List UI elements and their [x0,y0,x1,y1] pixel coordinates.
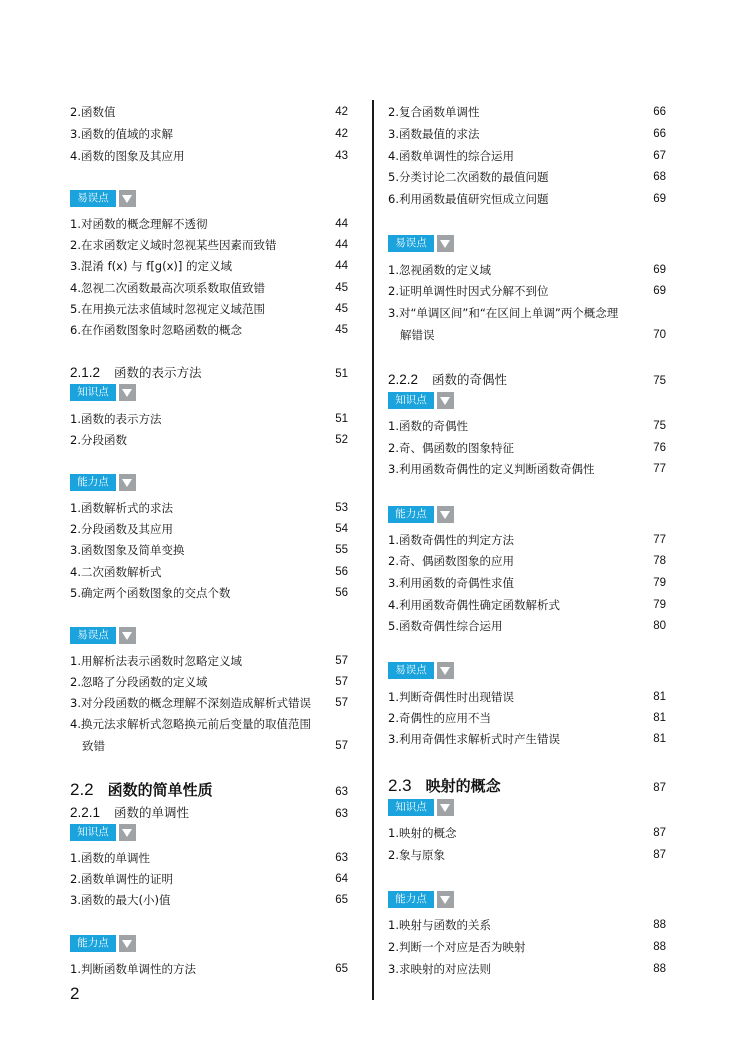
toc-entry-line[interactable]: 3.对“单调区间”和“在区间上单调”两个概念理 [388,306,619,320]
toc-entry[interactable]: 3.利用奇偶性求解析式时产生错误 81 [388,732,666,746]
section-heading[interactable]: 2.2.1 函数的单调性 63 [70,805,348,820]
chevron-down-icon [437,235,454,252]
category-badge: 知识点 [70,824,136,841]
chevron-down-icon [437,506,454,523]
toc-entry[interactable]: 5.在用换元法求值域时忽视定义域范围 45 [70,302,348,316]
toc-entry[interactable]: 3.利用函数的奇偶性求值 79 [388,576,666,590]
toc-entry[interactable]: 2.象与原象 87 [388,848,666,862]
toc-entry[interactable]: 1.判断奇偶性时出现错误 81 [388,690,666,704]
page-number: 2 [70,984,80,1003]
category-badge: 知识点 [70,384,136,401]
chevron-down-icon [437,891,454,908]
chapter-heading[interactable]: 2.3 映射的概念 87 [388,776,666,795]
chevron-down-icon [437,799,454,816]
toc-entry[interactable]: 6.在作函数图象时忽略函数的概念 45 [70,323,348,337]
toc-entry[interactable]: 5.分类讨论二次函数的最值问题 68 [388,170,666,184]
category-badge: 能力点 [70,935,136,952]
chapter-heading[interactable]: 2.2 函数的简单性质 63 [70,780,348,799]
toc-entry[interactable]: 1.函数的单调性 63 [70,851,348,865]
column-divider [372,100,374,1000]
section-heading[interactable]: 2.1.2 函数的表示方法 51 [70,365,348,380]
category-badge: 易误点 [388,235,454,252]
toc-entry[interactable]: 1.函数的表示方法 51 [70,412,348,426]
toc-entry[interactable]: 3.求映射的对应法则 88 [388,962,666,976]
toc-entry[interactable]: 1.函数解析式的求法 53 [70,501,348,515]
toc-entry[interactable]: 2.分段函数及其应用 54 [70,522,348,536]
category-badge: 能力点 [70,474,136,491]
toc-entry[interactable]: 3.函数的最大(小)值 65 [70,893,348,907]
chevron-down-icon [119,190,136,207]
category-badge: 易误点 [70,190,136,207]
category-badge: 知识点 [388,799,454,816]
toc-entry[interactable]: 4.函数的图象及其应用 43 [70,149,348,163]
chevron-down-icon [437,662,454,679]
toc-entry[interactable]: 2.奇偶性的应用不当 81 [388,711,666,725]
toc-entry[interactable]: 5.确定两个函数图象的交点个数 56 [70,586,348,600]
toc-entry[interactable]: 3.函数图象及简单变换 55 [70,543,348,557]
toc-entry[interactable]: 4.二次函数解析式 56 [70,565,348,579]
toc-entry[interactable]: 6.利用函数最值研究恒成立问题 69 [388,192,666,206]
toc-entry[interactable]: 2.复合函数单调性 66 [388,105,666,119]
toc-entry[interactable]: 4.忽视二次函数最高次项系数取值致错 45 [70,281,348,295]
toc-entry[interactable]: 1.用解析法表示函数时忽略定义域 57 [70,654,348,668]
category-badge: 能力点 [388,506,454,523]
toc-entry[interactable]: 2.函数值 42 [70,105,348,119]
category-badge: 能力点 [388,891,454,908]
chevron-down-icon [119,474,136,491]
toc-entry[interactable]: 致错 57 [82,739,348,753]
toc-entry[interactable]: 2.判断一个对应是否为映射 88 [388,940,666,954]
toc-entry[interactable]: 4.利用函数奇偶性确定函数解析式 79 [388,598,666,612]
toc-entry[interactable]: 3.函数最值的求法 66 [388,127,666,141]
toc-entry[interactable]: 解错误 70 [400,328,666,342]
toc-entry-line[interactable]: 4.换元法求解析式忽略换元前后变量的取值范围 [70,717,311,731]
category-badge: 知识点 [388,392,454,409]
toc-entry[interactable]: 2.在求函数定义域时忽视某些因素而致错 44 [70,238,348,252]
chevron-down-icon [119,384,136,401]
toc-entry[interactable]: 5.函数奇偶性综合运用 80 [388,619,666,633]
toc-entry[interactable]: 3.对分段函数的概念理解不深刻造成解析式错误 57 [70,696,348,710]
chevron-down-icon [119,824,136,841]
toc-entry[interactable]: 2.奇、偶函数图象的应用 78 [388,554,666,568]
toc-entry[interactable]: 3.利用函数奇偶性的定义判断函数奇偶性 77 [388,462,666,476]
toc-entry[interactable]: 1.判断函数单调性的方法 65 [70,962,348,976]
chevron-down-icon [119,935,136,952]
chevron-down-icon [437,392,454,409]
toc-entry[interactable]: 2.函数单调性的证明 64 [70,872,348,886]
section-heading[interactable]: 2.2.2 函数的奇偶性 75 [388,372,666,387]
toc-entry[interactable]: 2.奇、偶函数的图象特征 76 [388,441,666,455]
toc-entry[interactable]: 1.函数的奇偶性 75 [388,419,666,433]
toc-entry[interactable]: 1.忽视函数的定义域 69 [388,263,666,277]
toc-entry[interactable]: 3.混淆 f(x) 与 f[g(x)] 的定义域 44 [70,259,348,273]
toc-entry[interactable]: 2.证明单调性时因式分解不到位 69 [388,284,666,298]
toc-entry[interactable]: 1.映射的概念 87 [388,826,666,840]
toc-entry[interactable]: 1.对函数的概念理解不透彻 44 [70,217,348,231]
toc-entry[interactable]: 4.函数单调性的综合运用 67 [388,149,666,163]
toc-entry[interactable]: 1.函数奇偶性的判定方法 77 [388,533,666,547]
toc-entry[interactable]: 2.忽略了分段函数的定义域 57 [70,675,348,689]
toc-entry[interactable]: 2.分段函数 52 [70,433,348,447]
toc-entry[interactable]: 3.函数的值域的求解 42 [70,127,348,141]
category-badge: 易误点 [388,662,454,679]
category-badge: 易误点 [70,627,136,644]
chevron-down-icon [119,627,136,644]
toc-entry[interactable]: 1.映射与函数的关系 88 [388,918,666,932]
